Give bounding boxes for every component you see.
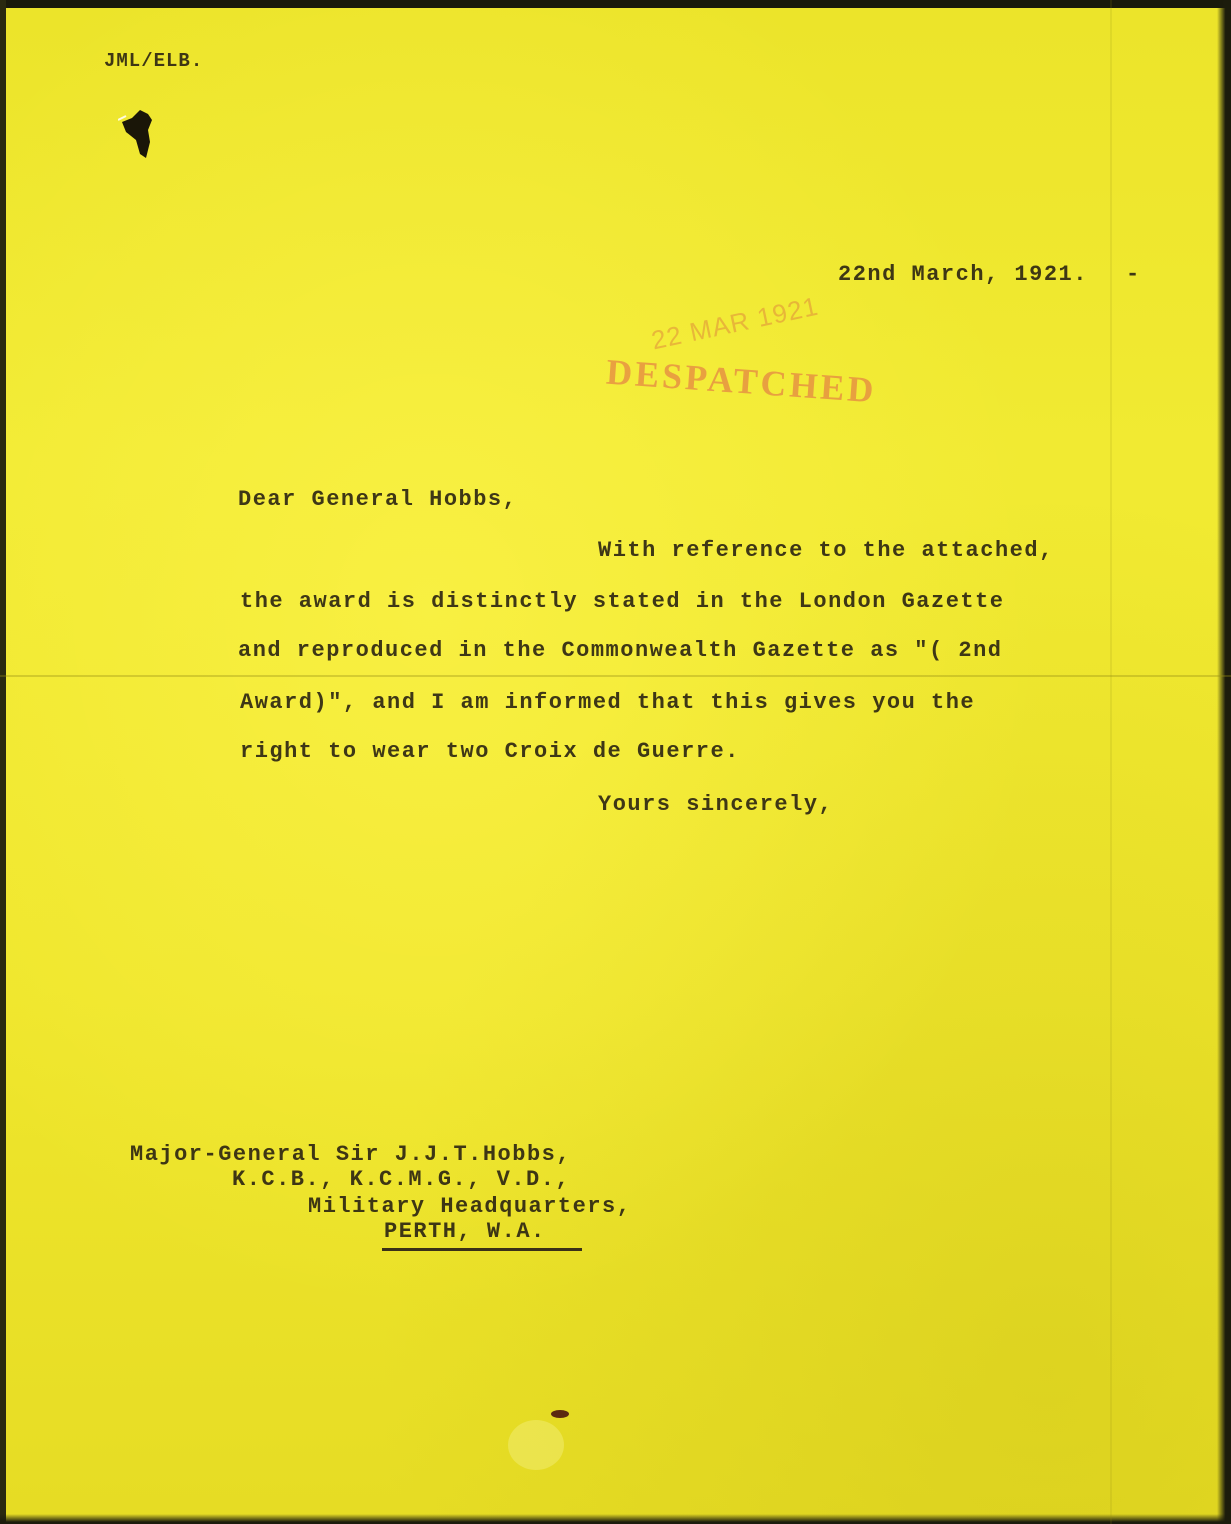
punch-hole-icon	[118, 108, 156, 160]
letter-date: 22nd March, 1921.	[838, 262, 1088, 287]
reference-code: JML/ELB.	[104, 50, 204, 72]
scan-border-right	[1217, 0, 1231, 1524]
paper-stain	[508, 1420, 564, 1470]
address-line-4: PERTH, W.A.	[384, 1219, 546, 1244]
address-line-3: Military Headquarters,	[308, 1194, 632, 1219]
received-date-stamp: 22 MAR 1921	[648, 290, 822, 356]
paper-fold	[0, 675, 1231, 677]
despatched-stamp: DESPATCHED	[604, 351, 878, 411]
body-line-5: right to wear two Croix de Guerre.	[240, 739, 740, 764]
paper-fold-vertical	[1110, 0, 1112, 1524]
address-underline	[382, 1248, 582, 1251]
ink-smudge	[551, 1410, 569, 1418]
scan-border-top	[0, 0, 1231, 8]
address-line-2: K.C.B., K.C.M.G., V.D.,	[232, 1167, 571, 1192]
body-line-3: and reproduced in the Commonwealth Gazette as "( 2nd	[238, 638, 1003, 663]
salutation: Dear General Hobbs,	[238, 487, 518, 512]
closing: Yours sincerely,	[598, 792, 834, 817]
scan-border-bottom	[0, 1514, 1231, 1524]
scan-border-left	[0, 0, 6, 1524]
body-line-2: the award is distinctly stated in the London Gazette	[240, 589, 1005, 614]
body-line-4: Award)", and I am informed that this gives you the	[240, 690, 976, 715]
address-line-1: Major-General Sir J.J.T.Hobbs,	[130, 1142, 572, 1167]
date-mark-icon: -	[1126, 262, 1141, 287]
body-line-1: With reference to the attached,	[598, 538, 1054, 563]
